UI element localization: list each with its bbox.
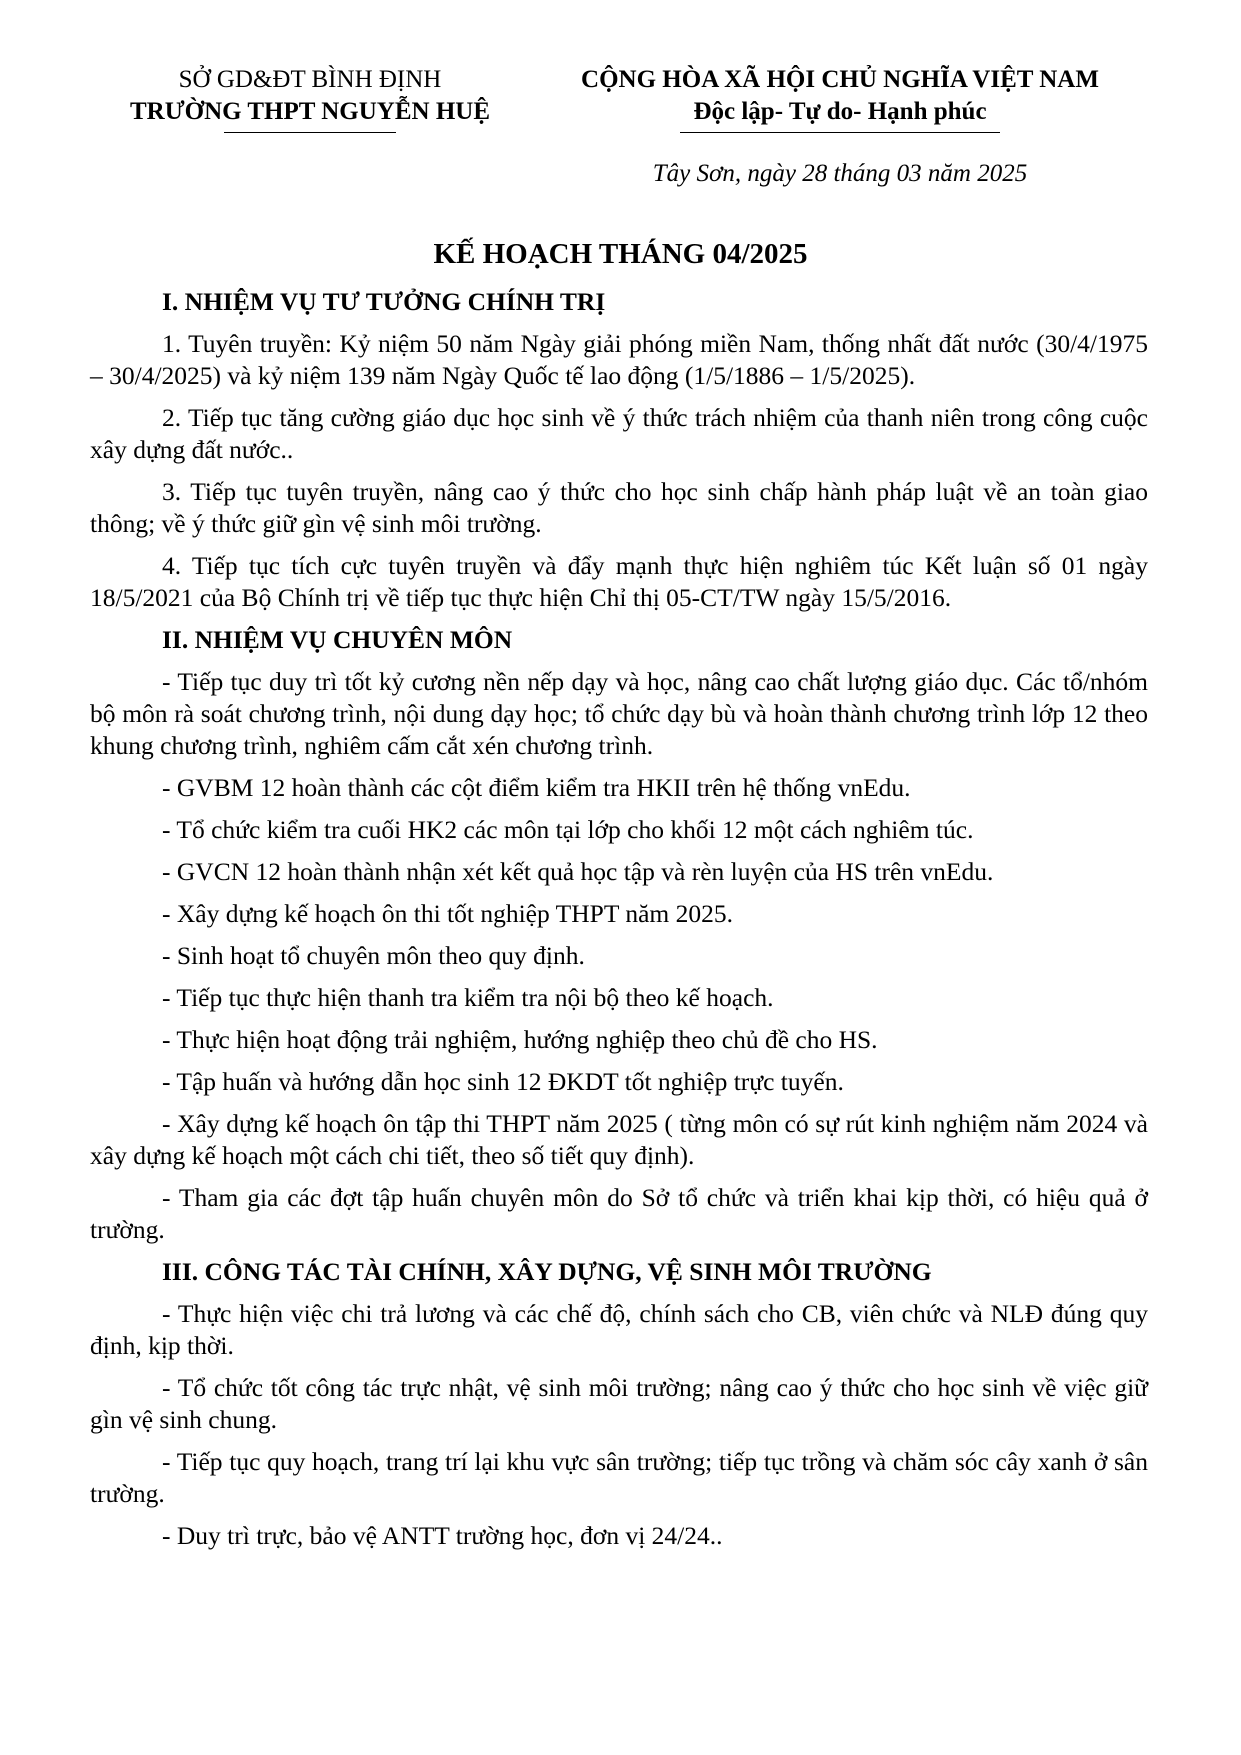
paragraph: - GVBM 12 hoàn thành các cột điểm kiểm tra HKII trên hệ thống vnEdu.: [162, 773, 911, 802]
paragraph: 2. Tiếp tục tăng cường giáo dục học sinh về ý thức trách nhiệm của thanh niên trong công cuộc xây dựng đất nước..: [90, 403, 1148, 464]
paragraph: - Duy trì trực, bảo vệ ANTT trường học, đơn vị 24/24..: [162, 1521, 723, 1550]
paragraph: - Xây dựng kế hoạch ôn thi tốt nghiệp THPT năm 2025.: [162, 899, 733, 928]
section-heading: III. CÔNG TÁC TÀI CHÍNH, XÂY DỰNG, VỆ SINH MÔI TRƯỜNG: [162, 1257, 932, 1286]
paragraph: 3. Tiếp tục tuyên truyền, nâng cao ý thức cho học sinh chấp hành pháp luật về an toàn giao thông; về ý thức giữ gìn vệ sinh môi trường.: [90, 477, 1148, 538]
paragraph: - Tiếp tục duy trì tốt kỷ cương nền nếp dạy và học, nâng cao chất lượng giáo dục. Các tổ/nhóm bộ môn rà soát chương trình, nội dung dạy học; tổ chức dạy bù và hoàn thành chương trình lớp 12 theo khung chương trình, nghiêm cấm cắt xén chương trình.: [90, 667, 1148, 760]
paragraph: 4. Tiếp tục tích cực tuyên truyền và đẩy mạnh thực hiện nghiêm túc Kết luận số 01 ngày 18/5/2021 của Bộ Chính trị về tiếp tục thực hiện Chỉ thị 05-CT/TW ngày 15/5/2016.: [90, 551, 1148, 612]
date-place-line: Tây Sơn, ngày 28 tháng 03 năm 2025: [652, 160, 1028, 187]
paragraph: - Tổ chức tốt công tác trực nhật, vệ sinh môi trường; nâng cao ý thức cho học sinh về việc giữ gìn vệ sinh chung.: [90, 1373, 1148, 1434]
section-heading: I. NHIỆM VỤ TƯ TƯỞNG CHÍNH TRỊ: [162, 287, 606, 316]
paragraph: - Xây dựng kế hoạch ôn tập thi THPT năm 2025 ( từng môn có sự rút kinh nghiệm năm 2024 và xây dựng kế hoạch một cách chi tiết, theo số tiết quy định).: [90, 1109, 1148, 1170]
paragraph: - Thực hiện việc chi trả lương và các chế độ, chính sách cho CB, viên chức và NLĐ đúng quy định, kịp thời.: [90, 1299, 1148, 1360]
paragraph: - GVCN 12 hoàn thành nhận xét kết quả học tập và rèn luyện của HS trên vnEdu.: [162, 857, 994, 886]
org-parent: SỞ GD&ĐT BÌNH ĐỊNH: [178, 66, 442, 93]
motto-underline: [680, 132, 1000, 133]
document-title: KẾ HOẠCH THÁNG 04/2025: [433, 238, 808, 270]
paragraph: - Tập huấn và hướng dẫn học sinh 12 ĐKDT tốt nghiệp trực tuyến.: [162, 1067, 844, 1096]
motto: Độc lập- Tự do- Hạnh phúc: [693, 98, 987, 125]
issuer-underline: [224, 132, 396, 133]
issuer-block: [110, 64, 510, 133]
document-body: [90, 286, 1148, 1562]
org-school: TRƯỜNG THPT NGUYỄN HUỆ: [130, 98, 490, 125]
section-heading: II. NHIỆM VỤ CHUYÊN MÔN: [162, 625, 513, 654]
national-heading-block: [540, 64, 1140, 133]
nation-title: CỘNG HÒA XÃ HỘI CHỦ NGHĨA VIỆT NAM: [581, 66, 1099, 93]
paragraph: - Thực hiện hoạt động trải nghiệm, hướng nghiệp theo chủ đề cho HS.: [162, 1025, 878, 1054]
paragraph: - Tổ chức kiểm tra cuối HK2 các môn tại lớp cho khối 12 một cách nghiêm túc.: [162, 815, 974, 844]
paragraph: - Sinh hoạt tổ chuyên môn theo quy định.: [162, 941, 585, 970]
paragraph: - Tiếp tục quy hoạch, trang trí lại khu vực sân trường; tiếp tục trồng và chăm sóc cây xanh ở sân trường.: [90, 1447, 1148, 1508]
paragraph: - Tham gia các đợt tập huấn chuyên môn do Sở tổ chức và triển khai kịp thời, có hiệu quả ở trường.: [90, 1183, 1148, 1244]
paragraph: 1. Tuyên truyền: Kỷ niệm 50 năm Ngày giải phóng miền Nam, thống nhất đất nước (30/4/1975 – 30/4/2025) và kỷ niệm 139 năm Ngày Quốc tế lao động (1/5/1886 – 1/5/2025).: [90, 329, 1148, 390]
paragraph: - Tiếp tục thực hiện thanh tra kiểm tra nội bộ theo kế hoạch.: [162, 983, 774, 1012]
